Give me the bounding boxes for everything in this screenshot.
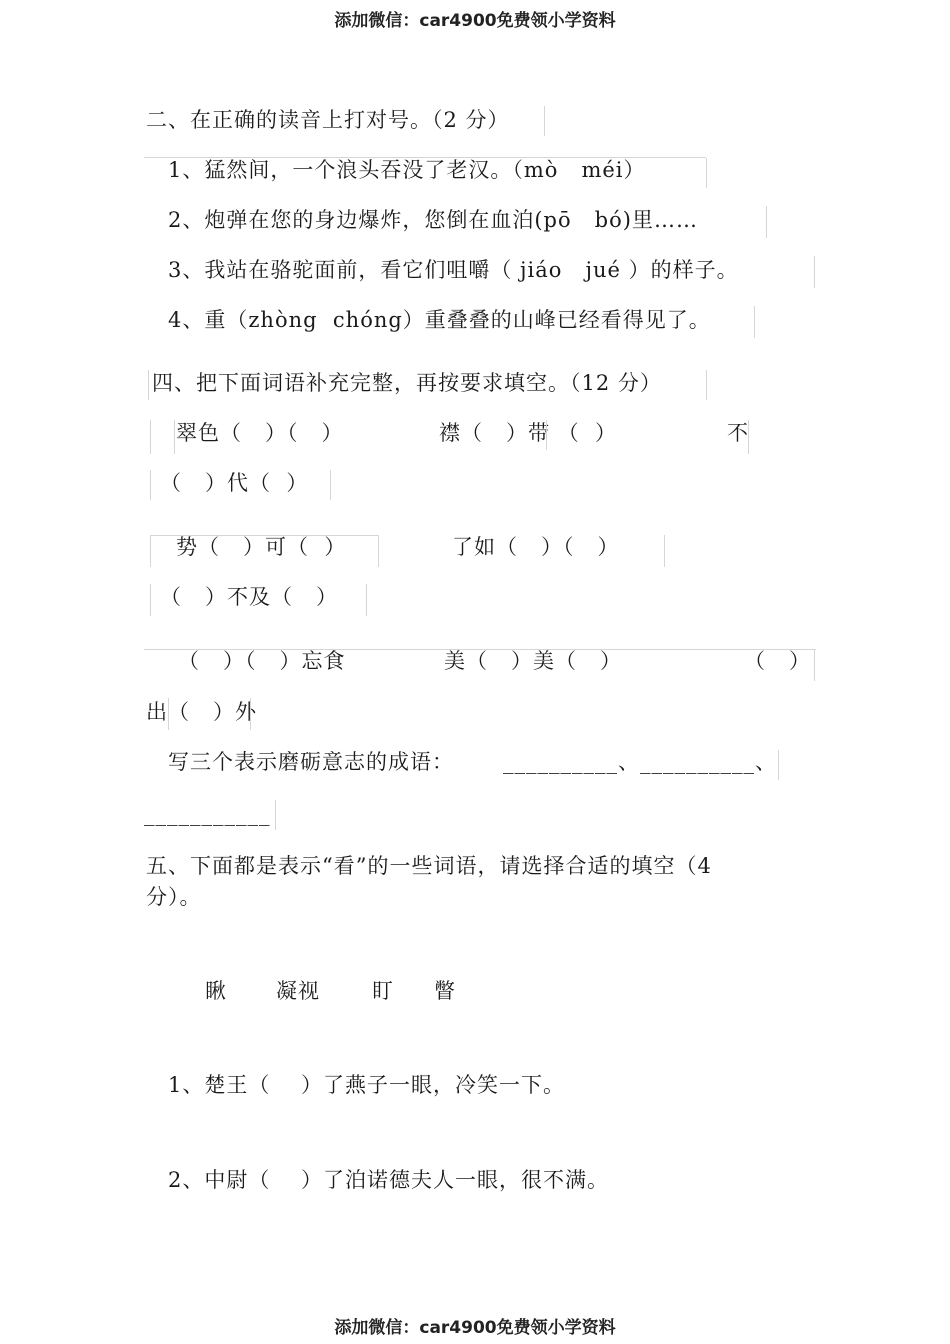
cell-border <box>706 158 707 188</box>
cell-border <box>150 584 151 616</box>
cell-border <box>544 106 545 136</box>
answer-blanks-2[interactable]: ___________ <box>144 802 271 826</box>
cell-border <box>814 256 815 288</box>
cell-border <box>150 420 151 454</box>
section2-item-3: 3、我站在骆驼面前，看它们咀嚼（ jiáo jué ）的样子。 <box>168 258 739 282</box>
section4-heading: 四、把下面词语补充完整，再按要求填空。（12 分） <box>152 371 662 395</box>
word-option-4: 瞥 <box>434 979 456 1003</box>
cell-border <box>766 206 767 238</box>
cell-border <box>330 470 331 500</box>
idiom-row3-a: （ ）（ ）忘食 <box>178 649 346 673</box>
cell-border <box>275 800 276 830</box>
idiom-row1-c: 不 <box>727 421 749 445</box>
word-option-1: 瞅 <box>205 979 227 1003</box>
idiom-row3-c: （ ） <box>744 649 812 673</box>
cell-border <box>778 750 779 780</box>
cell-border <box>546 420 547 450</box>
section5-question-1: 1、楚王（ ）了燕子一眼，冷笑一下。 <box>168 1073 566 1097</box>
cell-border <box>748 420 749 454</box>
cell-border <box>148 370 149 400</box>
idiom-row1-b: 襟（ ）带 （ ） <box>439 421 618 445</box>
section2-heading: 二、在正确的读音上打对号。（2 分） <box>146 108 510 132</box>
watermark-bottom: 添加微信：car4900免费领小学资料 <box>334 1318 616 1338</box>
cell-border <box>754 306 755 338</box>
idiom-row1-d: （ ）代（ ） <box>160 471 309 495</box>
cell-border <box>250 698 251 730</box>
cell-border <box>814 649 815 681</box>
faint-header-text <box>0 26 950 34</box>
idiom-row3-b: 美（ ）美（ ） <box>444 649 623 673</box>
section5-heading-line1: 五、下面都是表示“看”的一些词语，请选择合适的填空（4 <box>146 854 712 878</box>
cell-border <box>366 584 367 616</box>
cell-border <box>150 535 151 567</box>
cell-border <box>150 470 151 500</box>
idiom-row2-b: 了如（ ）（ ） <box>452 535 620 559</box>
idiom-row1-a: 翠色（ ）（ ） <box>176 421 344 445</box>
section5-question-2: 2、中尉（ ）了泊诺德夫人一眼，很不满。 <box>168 1168 610 1192</box>
cell-border <box>144 157 706 158</box>
cell-border <box>378 535 379 567</box>
cell-border <box>664 535 665 567</box>
watermark-top: 添加微信：car4900免费领小学资料 <box>334 11 616 31</box>
word-option-2: 凝视 <box>276 979 320 1003</box>
section2-item-4: 4、重（zhòng chóng）重叠叠的山峰已经看得见了。 <box>168 308 711 332</box>
idiom-row2-a: 势（ ）可（ ） <box>176 535 347 559</box>
word-option-3: 盯 <box>372 979 394 1003</box>
cell-border <box>706 370 707 400</box>
section2-item-2: 2、炮弹在您的身边爆炸，您倒在血泊(pō bó)里…… <box>168 208 698 232</box>
idiom-row2-c: （ ）不及（ ） <box>160 585 339 609</box>
cell-border <box>168 698 169 730</box>
cell-border <box>174 420 175 454</box>
idiom-row3-d: 出（ ）外 <box>146 700 258 724</box>
section5-heading-line2: 分）。 <box>146 885 202 909</box>
section2-item-1: 1、猛然间，一个浪头吞没了老汉。（mò méi） <box>168 158 646 182</box>
idiom-prompt: 写三个表示磨砺意志的成语： <box>168 750 454 774</box>
answer-blanks-1[interactable]: __________、__________、 <box>503 750 777 774</box>
